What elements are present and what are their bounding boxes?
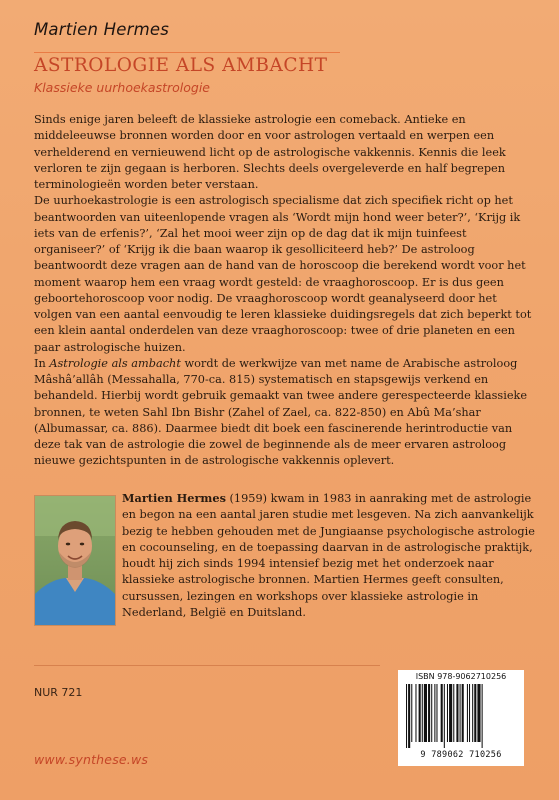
barcode-bar: [415, 684, 416, 742]
barcode-bar: [428, 684, 430, 742]
barcode-bar: [408, 684, 410, 748]
blurb: [34, 112, 534, 470]
barcode-bar: [467, 684, 468, 742]
author-bio-paragraph: [122, 490, 536, 621]
book-subtitle: Klassieke uurhoekastrologie: [34, 80, 210, 95]
barcode-bar: [462, 684, 464, 742]
book-title: ASTROLOGIE ALS AMBACHT: [34, 55, 328, 76]
blurb-p3-rest: wordt de werkwijze van met name de Arabische astroloog Mâshâ’allâh (Messahalla, 770-ca. 815) systematisch en stapsgewijs verkend en behandeld. Hierbij wordt gebruik gemaakt van twee andere gerespecteerde klassieke bronnen, te weten Sahl Ibn Bishr (Zahel of Zael, ca. 822-850) en Abû Ma’shar (Albumassar, ca. 886). Daarmee biedt dit boek een fascinerende herintroductie van deze tak van de astrologie die zowel de beginnende als de meer ervaren astroloog nieuwe gezichtspunten in de astrologische vakkennis oplevert.: [34, 356, 528, 468]
barcode-bar: [406, 684, 407, 748]
blurb-p3-prefix: In: [34, 356, 50, 370]
barcode-bar: [419, 684, 421, 742]
barcode-bar: [422, 684, 423, 742]
blurb-paragraph-2: De uurhoekastrologie is een astrologisch specialisme dat zich specifiek richt op het beantwoorden van uiteenlopende vragen als ‘Wordt mijn hond weer beter?’, ‘Krijg ik iets van de erfenis?’, ‘Zal het mooi weer zijn op de dag dat ik mijn tuinfeest organiseer?’ of ‘Krijg ik die baan waarop ik gesolliciteerd heb?’ De astroloog beantwoordt deze vragen aan de hand van de horoscoop die berekend wordt voor het moment waarop hem een vraag wordt gesteld: de vraaghoroscoop. Er is dus geen geboortehoroscoop voor nodig. De vraaghoroscoop wordt geanalyseerd door het volgen van een aantal eenvoudig te leren klassieke duidingsregels dat zich beperkt tot een klein aantal onderdelen van deze vraaghoroscoop: twee of drie planeten en een paar astrologische huizen.: [34, 194, 532, 354]
nur-code: NUR 721: [34, 686, 83, 699]
barcode-bar: [447, 684, 448, 742]
barcode-bar: [456, 684, 458, 742]
blurb-paragraph-3: [34, 356, 534, 470]
blurb-paragraph-1: Sinds enige jaren beleeft de klassieke astrologie een comeback. Antieke en middeleeuwse bronnen worden door en voor astrologen vertaald en werpen een verhelderend en vernieuwend licht op de astrologische vakkennis. Kennis die leek verloren te zijn gegaan is herboren. Slechts deels overgeleverde en half begrepen terminologieën worden beter verstaan.: [34, 113, 506, 191]
author-portrait-image: [35, 496, 115, 625]
bio-body: (1959) kwam in 1983 in aanraking met de astrologie en begon na een aantal jaren studie met lesgeven. Na zich aanvankelijk bezig te hebben gehouden met de Jungiaanse psychologische astrologie en cocounseling, en de toepassing daarvan in de astrologische praktijk, houdt hij zich sinds 1994 intensief bezig met het onderzoek naar klassieke astrologische bronnen. Martien Hermes geeft consulten, cursussen, lezingen en workshops over klassieke astrologie in Nederland, België en Duitsland.: [122, 492, 535, 619]
book-title-inline: Astrologie als ambacht: [49, 356, 181, 370]
barcode-bar: [441, 684, 443, 742]
barcode-bar: [474, 684, 476, 742]
publisher-website: www.synthese.ws: [34, 752, 149, 767]
author-name: Martien Hermes: [34, 20, 170, 39]
barcode-bar: [431, 684, 432, 742]
author-photo: [34, 495, 116, 626]
barcode-bar: [434, 684, 435, 742]
barcode-bar: [469, 684, 470, 742]
bio-author-name: Martien Hermes: [122, 491, 226, 505]
ean-digits: 9 789062 710256: [420, 750, 502, 760]
barcode-bar: [449, 684, 452, 742]
footer-divider: [34, 665, 380, 666]
barcode-bar: [472, 684, 473, 742]
barcode-bar: [424, 684, 427, 742]
barcode-bar: [411, 684, 412, 742]
barcode-bar: [477, 684, 480, 742]
barcode-bars: [404, 684, 518, 748]
barcode-bar: [482, 684, 483, 748]
barcode-bar: [444, 684, 445, 748]
barcode-bar: [436, 684, 437, 742]
isbn-barcode: [398, 670, 524, 766]
title-divider: [34, 52, 340, 53]
isbn-number: ISBN 978-9062710256: [415, 672, 507, 681]
author-bio: [122, 490, 536, 621]
barcode-bar: [460, 684, 461, 742]
barcode-bar: [453, 684, 454, 742]
